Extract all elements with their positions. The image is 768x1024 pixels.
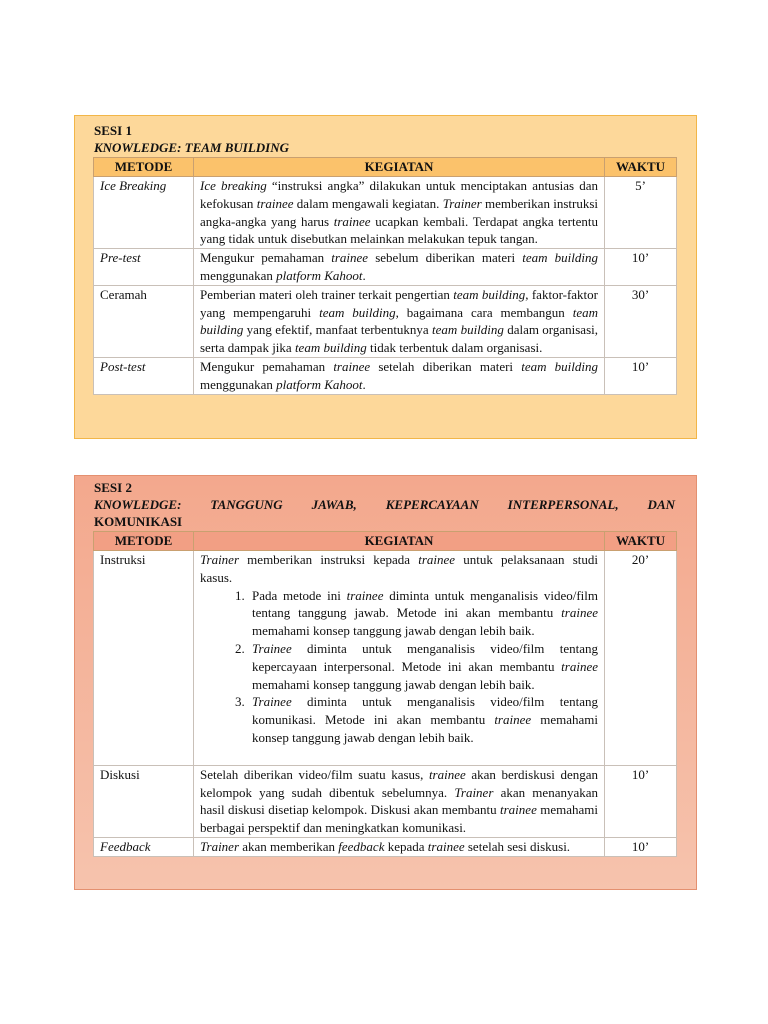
italic-term: team building	[200, 304, 598, 338]
text-run: , faktor-faktor yang mempengaruhi	[200, 286, 599, 320]
session-1-title: SESI 1	[94, 123, 132, 138]
italic-term: team building	[294, 340, 367, 356]
metode-cell: Feedback	[94, 837, 194, 856]
italic-term: team building	[432, 322, 504, 338]
text-run: akan berdiskusi dengan kelompok yang sudah dibentuk sebelumnya.	[200, 766, 598, 800]
text-run: diminta untuk menganalisis video/film tentang kepercayaan interpersonal. Metode ini akan membantu	[252, 640, 598, 674]
waktu-cell: 10’	[605, 837, 677, 856]
text-run: menggunakan	[200, 267, 277, 283]
session-1-table	[93, 157, 677, 395]
table-row	[94, 249, 677, 286]
text-run: yang efektif, manfaat terbentuknya	[243, 322, 432, 338]
italic-term: trainee	[256, 195, 294, 211]
header-kegiatan: KEGIATAN	[194, 532, 605, 551]
metode-cell: Pre-test	[94, 249, 194, 286]
text-run: memahami konsep tanggung jawab dengan lebih baik.	[252, 676, 535, 692]
text-run: memberikan instruksi kepada	[239, 552, 419, 567]
text-run: kepada	[384, 838, 428, 854]
table-row	[94, 177, 677, 249]
text-run: setelah diberikan materi	[370, 358, 522, 374]
italic-term: Trainer	[200, 838, 240, 854]
kegiatan-cell	[194, 285, 605, 357]
italic-term: platform Kahoot	[276, 267, 363, 283]
italic-term: team building	[319, 304, 396, 320]
italic-term: trainee	[561, 658, 598, 674]
session-2-subtitle	[94, 496, 675, 513]
text-run: Mengukur pemahaman	[200, 250, 332, 266]
instruction-step	[248, 640, 598, 693]
text-run: “instruksi angka” dilakukan untuk menciptakan antusias dan kefokusan	[200, 178, 598, 211]
text-run: ucapkan kembali. Terdapat angka tertentu yang tidak untuk disebutkan melainkan melakukan tepuk tangan.	[200, 213, 598, 247]
instruction-intro	[200, 551, 598, 587]
session-1-rows	[94, 177, 677, 395]
table-row	[94, 285, 677, 357]
metode-cell: Ceramah	[94, 285, 194, 357]
italic-term: Trainee	[252, 640, 292, 656]
italic-term: trainee	[561, 605, 598, 621]
italic-term: trainee	[500, 802, 537, 818]
text-run: , bagaimana cara membangun	[395, 304, 573, 320]
italic-term: Trainer	[200, 552, 240, 567]
italic-term: trainee	[418, 552, 456, 567]
italic-term: trainee	[331, 250, 369, 266]
text-run: memberikan instruksi angka-angka yang harus	[200, 195, 598, 229]
text-run: Mengukur pemahaman	[200, 358, 334, 374]
session-1-heading	[94, 122, 675, 156]
text-run: setelah sesi diskusi.	[464, 838, 571, 854]
kegiatan-cell	[194, 177, 605, 249]
waktu-cell: 10’	[605, 765, 677, 837]
text-run: diminta untuk menganalisis video/film tentang komunikasi. Metode ini akan membantu	[252, 694, 598, 728]
text-run: Pemberian materi oleh trainer terkait pengertian	[200, 286, 454, 302]
italic-term: Trainer	[442, 195, 482, 211]
text-run: Setelah diberikan video/film suatu kasus,	[200, 766, 429, 782]
text-run: .	[362, 376, 366, 392]
table-row	[94, 357, 677, 394]
table-row	[94, 551, 677, 766]
waktu-cell: 30’	[605, 285, 677, 357]
text-run: akan menanyakan hasil diskusi disetiap kelompok. Diskusi akan membantu	[200, 784, 598, 818]
italic-term: trainee	[428, 766, 466, 782]
text-run: diminta untuk menganalisis video/film tentang tanggung jawab. Metode ini akan membantu	[252, 587, 598, 621]
table-header-row	[94, 158, 677, 177]
text-run: memahami berbagai perspektif dan meningkatkan komunikasi.	[200, 802, 598, 836]
kegiatan-cell	[194, 837, 605, 856]
header-metode: METODE	[94, 532, 194, 551]
italic-term: trainee	[427, 838, 465, 854]
text-run: untuk pelaksanaan studi kasus.	[200, 552, 598, 585]
italic-term: Trainee	[252, 694, 292, 710]
header-waktu: WAKTU	[605, 532, 677, 551]
instruction-steps	[200, 587, 598, 747]
italic-term: team building	[522, 250, 599, 266]
text-run: memahami konsep tanggung jawab dengan lebih baik.	[252, 623, 535, 639]
italic-term: team building	[453, 286, 526, 302]
text-run: menggunakan	[200, 376, 277, 392]
kegiatan-cell	[194, 551, 605, 766]
text-run: .	[362, 267, 366, 283]
text-run: sebelum diberikan materi	[368, 250, 523, 266]
metode-cell: Instruksi	[94, 551, 194, 766]
session-2-rows	[94, 551, 677, 857]
kegiatan-cell	[194, 765, 605, 837]
session-2-table	[93, 531, 677, 857]
session-2-heading	[94, 479, 675, 530]
text-run: memahami konsep tanggung jawab dengan lebih baik.	[252, 712, 599, 745]
italic-term: team building	[521, 358, 598, 374]
waktu-cell: 5’	[605, 177, 677, 249]
italic-term: Trainer	[454, 784, 494, 800]
italic-term: trainee	[333, 358, 371, 374]
italic-term: feedback	[338, 838, 385, 854]
kegiatan-cell	[194, 357, 605, 394]
table-row	[94, 765, 677, 837]
session-2-subtitle-italic: KNOWLEDGE:	[94, 497, 182, 512]
kegiatan-cell	[194, 249, 605, 286]
waktu-cell: 20’	[605, 551, 677, 766]
metode-cell: Diskusi	[94, 765, 194, 837]
table-header-row	[94, 532, 677, 551]
text-run: dalam mengawali kegiatan.	[293, 195, 443, 211]
header-waktu: WAKTU	[605, 158, 677, 177]
waktu-cell: 10’	[605, 249, 677, 286]
italic-term: trainee	[494, 712, 532, 728]
table-row	[94, 837, 677, 856]
text-run: dalam organisasi, serta dampak jika	[200, 322, 598, 356]
session-1-subtitle: KNOWLEDGE: TEAM BUILDING	[94, 140, 290, 155]
text-run: Pada metode ini	[252, 587, 347, 603]
instruction-step	[248, 587, 598, 640]
italic-term: Ice breaking	[200, 178, 267, 193]
text-run: tidak terbentuk dalam organisasi.	[366, 340, 543, 356]
metode-cell: Ice Breaking	[94, 177, 194, 249]
session-2-subtitle-rest: TANGGUNG JAWAB, KEPERCAYAAN INTERPERSONAL, DAN	[210, 497, 675, 512]
text-run: akan memberikan	[239, 838, 339, 854]
metode-cell: Post-test	[94, 357, 194, 394]
header-kegiatan: KEGIATAN	[194, 158, 605, 177]
waktu-cell: 10’	[605, 357, 677, 394]
italic-term: trainee	[346, 587, 384, 603]
instruction-step	[248, 693, 598, 746]
italic-term: trainee	[333, 213, 371, 229]
header-metode: METODE	[94, 158, 194, 177]
italic-term: platform Kahoot	[276, 376, 363, 392]
session-2-subtitle-line2: KOMUNIKASI	[94, 514, 183, 529]
session-2-title: SESI 2	[94, 480, 132, 495]
